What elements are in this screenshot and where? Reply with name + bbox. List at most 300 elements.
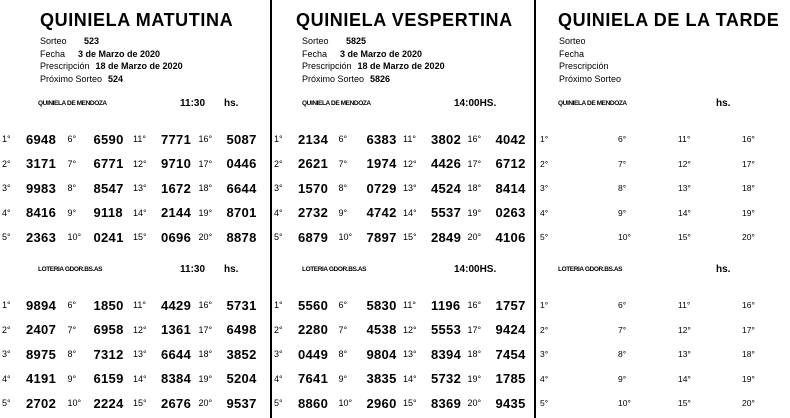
result-number: 0696 <box>161 229 192 245</box>
result-cell <box>2 127 68 152</box>
prescripcion-value: 18 de Marzo de 2020 <box>95 61 183 71</box>
result-cell <box>618 225 678 250</box>
result-cell <box>339 367 404 392</box>
position-label: 5° <box>274 398 283 409</box>
position-label: 5° <box>540 398 549 409</box>
result-cell <box>133 201 199 226</box>
fecha-label: Fecha <box>302 48 328 59</box>
result-number: 1361 <box>161 322 192 338</box>
result-cell <box>403 152 468 177</box>
position-label: 12° <box>403 324 417 335</box>
result-cell <box>68 127 134 152</box>
column-matutina <box>0 0 268 418</box>
result-cell <box>678 367 742 392</box>
position-label: 11° <box>678 300 691 311</box>
result-number: 2676 <box>161 395 192 411</box>
position-label: 18° <box>198 349 213 360</box>
result-number: 5537 <box>431 205 462 221</box>
result-number: 1785 <box>495 371 526 387</box>
position-label: 19° <box>467 207 482 218</box>
result-cell <box>618 342 678 367</box>
result-cell <box>403 391 468 416</box>
result-cell <box>540 391 618 416</box>
result-number: 9435 <box>495 395 526 411</box>
result-cell <box>678 152 742 177</box>
result-cell <box>403 367 468 392</box>
position-label: 13° <box>678 349 691 360</box>
result-cell <box>2 201 68 226</box>
result-number: 4429 <box>161 297 192 313</box>
result-cell <box>742 176 786 201</box>
result-cell <box>2 152 68 177</box>
fecha-label: Fecha <box>40 48 66 59</box>
position-label: 17° <box>198 324 213 335</box>
position-label: 9° <box>338 373 348 384</box>
result-number: 6958 <box>93 322 124 338</box>
column-de-la-tarde <box>534 0 790 418</box>
result-number: 6498 <box>226 322 257 338</box>
proximo-value: 524 <box>108 73 124 84</box>
position-label: 9° <box>618 373 627 384</box>
result-number: 1757 <box>495 297 526 313</box>
result-cell <box>68 293 134 318</box>
position-label: 3° <box>540 183 549 194</box>
result-cell <box>199 293 265 318</box>
position-label: 12° <box>678 324 691 335</box>
result-number: 5553 <box>431 322 462 338</box>
position-label: 20° <box>198 398 213 409</box>
position-label: 4° <box>2 373 11 384</box>
result-number: 9710 <box>161 156 192 172</box>
result-number: 4426 <box>431 156 462 172</box>
position-label: 5° <box>2 232 11 243</box>
result-cell <box>742 201 786 226</box>
result-number: 6383 <box>366 131 397 147</box>
result-number: 4538 <box>366 322 397 338</box>
position-label: 9° <box>67 207 77 218</box>
position-label: 14° <box>403 207 417 218</box>
result-number: 4106 <box>495 229 526 245</box>
position-label: 18° <box>467 183 482 194</box>
position-label: 4° <box>540 373 549 384</box>
position-label: 13° <box>133 349 147 360</box>
proximo-label: Próximo Sorteo <box>40 73 103 84</box>
result-cell <box>742 225 786 250</box>
result-cell <box>199 127 265 152</box>
result-number: 0449 <box>298 346 329 362</box>
section-name: LOTERIA GDOR.BS.AS <box>302 266 367 273</box>
proximo-label: Próximo Sorteo <box>302 73 365 84</box>
section-name: QUINIELA DE MENDOZA <box>558 100 627 107</box>
result-cell <box>133 293 199 318</box>
sorteo-value: 5825 <box>346 36 367 46</box>
results-grid-mendoza <box>540 127 786 250</box>
result-number: 6948 <box>26 131 57 147</box>
result-cell <box>2 391 68 416</box>
result-cell <box>2 176 68 201</box>
result-cell <box>199 201 265 226</box>
result-number: 0729 <box>366 180 397 196</box>
result-cell <box>540 201 618 226</box>
position-label: 5° <box>2 398 11 409</box>
result-number: 8394 <box>431 346 462 362</box>
position-label: 3° <box>274 183 283 194</box>
position-label: 11° <box>403 134 416 145</box>
result-cell <box>68 367 134 392</box>
position-label: 15° <box>133 398 147 409</box>
result-number: 5732 <box>431 371 462 387</box>
position-label: 14° <box>403 373 417 384</box>
result-number: 2849 <box>431 229 462 245</box>
position-label: 18° <box>742 349 755 360</box>
position-label: 15° <box>403 232 417 243</box>
fecha-value: 3 de Marzo de 2020 <box>78 48 161 59</box>
position-label: 1° <box>2 134 11 145</box>
position-label: 10° <box>618 398 631 409</box>
result-cell <box>468 391 533 416</box>
result-cell <box>199 342 265 367</box>
result-cell <box>742 318 786 343</box>
result-number: 6644 <box>161 346 192 362</box>
position-label: 12° <box>133 324 147 335</box>
position-label: 19° <box>742 373 755 384</box>
position-label: 1° <box>2 300 11 311</box>
position-label: 6° <box>618 300 627 311</box>
result-number: 2702 <box>26 395 57 411</box>
hours-label: hs. <box>716 98 731 109</box>
result-number: 6712 <box>495 156 526 172</box>
position-label: 11° <box>678 134 691 145</box>
result-cell <box>540 127 618 152</box>
position-label: 18° <box>198 183 213 194</box>
position-label: 17° <box>742 324 755 335</box>
draw-info <box>302 35 445 85</box>
result-cell <box>468 367 533 392</box>
result-number: 6644 <box>226 180 257 196</box>
position-label: 17° <box>467 158 482 169</box>
position-label: 14° <box>133 373 147 384</box>
position-label: 12° <box>678 158 691 169</box>
result-cell <box>678 318 742 343</box>
position-label: 2° <box>540 158 549 169</box>
result-number: 3802 <box>431 131 462 147</box>
result-cell <box>468 201 533 226</box>
position-label: 19° <box>467 373 482 384</box>
result-cell <box>274 367 339 392</box>
result-number: 5560 <box>298 297 329 313</box>
result-cell <box>339 293 404 318</box>
result-number: 5830 <box>366 297 397 313</box>
hours-label: hs. <box>716 264 731 275</box>
result-number: 5731 <box>226 297 257 313</box>
result-cell <box>2 367 68 392</box>
position-label: 9° <box>67 373 77 384</box>
result-cell <box>199 225 265 250</box>
result-number: 2407 <box>26 322 57 338</box>
position-label: 15° <box>133 232 147 243</box>
position-label: 1° <box>540 300 549 311</box>
position-label: 7° <box>618 158 627 169</box>
result-cell <box>618 293 678 318</box>
position-label: 5° <box>274 232 283 243</box>
position-label: 12° <box>133 158 147 169</box>
draw-time: 14:00HS. <box>454 98 497 109</box>
result-cell <box>339 391 404 416</box>
position-label: 19° <box>198 373 213 384</box>
result-cell <box>618 127 678 152</box>
prescripcion-label: Prescripción <box>40 61 90 71</box>
result-cell <box>133 318 199 343</box>
result-cell <box>468 127 533 152</box>
result-cell <box>274 342 339 367</box>
result-cell <box>339 342 404 367</box>
result-cell <box>199 176 265 201</box>
result-cell <box>540 293 618 318</box>
result-cell <box>339 152 404 177</box>
draw-info <box>40 35 183 85</box>
result-number: 6771 <box>93 156 124 172</box>
position-label: 4° <box>2 207 11 218</box>
result-cell <box>133 152 199 177</box>
result-cell <box>133 225 199 250</box>
result-number: 4524 <box>431 180 462 196</box>
result-cell <box>618 318 678 343</box>
result-number: 9537 <box>226 395 257 411</box>
position-label: 6° <box>338 300 348 311</box>
position-label: 15° <box>678 232 691 243</box>
result-number: 0446 <box>226 156 257 172</box>
draw-title: QUINIELA MATUTINA <box>40 10 234 30</box>
result-cell <box>742 127 786 152</box>
result-cell <box>339 318 404 343</box>
result-number: 1672 <box>161 180 192 196</box>
position-label: 17° <box>467 324 482 335</box>
result-number: 9424 <box>495 322 526 338</box>
position-label: 3° <box>540 349 549 360</box>
result-cell <box>68 176 134 201</box>
result-cell <box>274 152 339 177</box>
position-label: 20° <box>198 232 213 243</box>
position-label: 2° <box>2 158 11 169</box>
position-label: 8° <box>338 349 348 360</box>
position-label: 20° <box>467 398 482 409</box>
result-cell <box>540 318 618 343</box>
result-number: 3852 <box>226 346 257 362</box>
position-label: 13° <box>678 183 691 194</box>
result-cell <box>403 225 468 250</box>
result-cell <box>678 176 742 201</box>
results-grid-mendoza <box>2 127 264 250</box>
position-label: 10° <box>67 232 82 243</box>
results-grid-loteria <box>274 293 532 416</box>
position-label: 10° <box>338 232 353 243</box>
sorteo-label: Sorteo <box>40 36 67 46</box>
position-label: 16° <box>198 300 213 311</box>
result-cell <box>403 127 468 152</box>
result-number: 8369 <box>431 395 462 411</box>
position-label: 6° <box>67 300 77 311</box>
result-cell <box>403 201 468 226</box>
prescripcion-value: 18 de Marzo de 2020 <box>357 61 445 71</box>
result-number: 8414 <box>495 180 526 196</box>
result-cell <box>678 391 742 416</box>
result-number: 1850 <box>93 297 124 313</box>
result-number: 1974 <box>366 156 397 172</box>
result-number: 4042 <box>495 131 526 147</box>
result-number: 7312 <box>93 346 124 362</box>
result-number: 2224 <box>93 395 124 411</box>
result-cell <box>742 391 786 416</box>
section-header-loteria <box>302 264 522 278</box>
result-cell <box>274 127 339 152</box>
position-label: 6° <box>338 134 348 145</box>
position-label: 10° <box>618 232 631 243</box>
result-number: 9804 <box>366 346 397 362</box>
result-cell <box>68 152 134 177</box>
result-number: 2134 <box>298 131 329 147</box>
result-cell <box>274 201 339 226</box>
result-number: 6590 <box>93 131 124 147</box>
section-header-mendoza <box>302 98 522 112</box>
result-number: 4191 <box>26 371 57 387</box>
result-cell <box>199 367 265 392</box>
result-cell <box>339 201 404 226</box>
position-label: 9° <box>618 207 627 218</box>
result-cell <box>2 342 68 367</box>
position-label: 11° <box>403 300 416 311</box>
result-number: 5087 <box>226 131 257 147</box>
section-name: QUINIELA DE MENDOZA <box>302 100 371 107</box>
result-cell <box>339 176 404 201</box>
position-label: 2° <box>2 324 11 335</box>
result-number: 2144 <box>161 205 192 221</box>
result-cell <box>540 225 618 250</box>
prescripcion-label: Prescripción <box>302 61 352 71</box>
position-label: 3° <box>2 349 11 360</box>
result-cell <box>468 342 533 367</box>
result-number: 7897 <box>366 229 397 245</box>
position-label: 11° <box>133 134 146 145</box>
result-cell <box>468 176 533 201</box>
result-cell <box>133 176 199 201</box>
result-cell <box>68 225 134 250</box>
result-cell <box>742 342 786 367</box>
position-label: 17° <box>742 158 755 169</box>
result-cell <box>133 391 199 416</box>
result-cell <box>468 225 533 250</box>
hours-label: hs. <box>224 264 239 275</box>
position-label: 11° <box>133 300 146 311</box>
result-cell <box>468 318 533 343</box>
proximo-label: Próximo Sorteo <box>559 73 622 84</box>
result-cell <box>68 201 134 226</box>
position-label: 8° <box>67 349 77 360</box>
proximo-value: 5826 <box>370 73 391 84</box>
result-number: 1570 <box>298 180 329 196</box>
draw-time: 11:30 <box>180 98 206 109</box>
position-label: 1° <box>274 134 283 145</box>
sorteo-label: Sorteo <box>559 36 586 46</box>
position-label: 14° <box>678 373 691 384</box>
position-label: 3° <box>2 183 11 194</box>
result-number: 7641 <box>298 371 329 387</box>
result-number: 4742 <box>366 205 397 221</box>
result-number: 2732 <box>298 205 329 221</box>
position-label: 1° <box>274 300 283 311</box>
result-number: 6879 <box>298 229 329 245</box>
position-label: 14° <box>133 207 147 218</box>
section-header-mendoza <box>38 98 258 112</box>
result-cell <box>339 225 404 250</box>
result-cell <box>678 293 742 318</box>
result-number: 2363 <box>26 229 57 245</box>
position-label: 10° <box>338 398 353 409</box>
result-cell <box>678 342 742 367</box>
section-name: LOTERIA GDOR.BS.AS <box>38 266 103 273</box>
position-label: 4° <box>540 207 549 218</box>
position-label: 16° <box>742 300 755 311</box>
section-name: QUINIELA DE MENDOZA <box>38 100 107 107</box>
result-number: 3835 <box>366 371 397 387</box>
result-number: 5204 <box>226 371 257 387</box>
position-label: 8° <box>338 183 348 194</box>
result-cell <box>618 176 678 201</box>
result-number: 8878 <box>226 229 257 245</box>
position-label: 3° <box>274 349 283 360</box>
result-number: 8384 <box>161 371 192 387</box>
position-label: 13° <box>133 183 147 194</box>
prescripcion-label: Prescripción <box>559 61 609 71</box>
result-number: 2960 <box>366 395 397 411</box>
position-label: 5° <box>540 232 549 243</box>
result-number: 9894 <box>26 297 57 313</box>
result-cell <box>274 225 339 250</box>
result-cell <box>403 318 468 343</box>
result-cell <box>540 176 618 201</box>
column-vespertina <box>270 0 536 418</box>
position-label: 13° <box>403 349 417 360</box>
position-label: 4° <box>274 373 283 384</box>
position-label: 7° <box>338 158 348 169</box>
result-cell <box>68 342 134 367</box>
result-cell <box>618 152 678 177</box>
results-grid-loteria <box>540 293 786 416</box>
results-grid-loteria <box>2 293 264 416</box>
position-label: 16° <box>467 300 482 311</box>
sorteo-label: Sorteo <box>302 36 329 46</box>
position-label: 20° <box>467 232 482 243</box>
position-label: 17° <box>198 158 213 169</box>
result-cell <box>540 152 618 177</box>
result-cell <box>403 293 468 318</box>
result-cell <box>2 293 68 318</box>
fecha-value: 3 de Marzo de 2020 <box>340 48 423 59</box>
result-cell <box>199 318 265 343</box>
result-number: 6159 <box>93 371 124 387</box>
result-number: 2280 <box>298 322 329 338</box>
position-label: 12° <box>403 158 417 169</box>
hours-label: hs. <box>224 98 239 109</box>
result-number: 0263 <box>495 205 526 221</box>
position-label: 13° <box>403 183 417 194</box>
sorteo-value: 523 <box>84 36 100 46</box>
result-number: 8547 <box>93 180 124 196</box>
result-cell <box>199 391 265 416</box>
position-label: 7° <box>67 158 77 169</box>
position-label: 4° <box>274 207 283 218</box>
draw-time: 11:30 <box>180 264 206 275</box>
section-name: LOTERIA GDOR.BS.AS <box>558 266 623 273</box>
